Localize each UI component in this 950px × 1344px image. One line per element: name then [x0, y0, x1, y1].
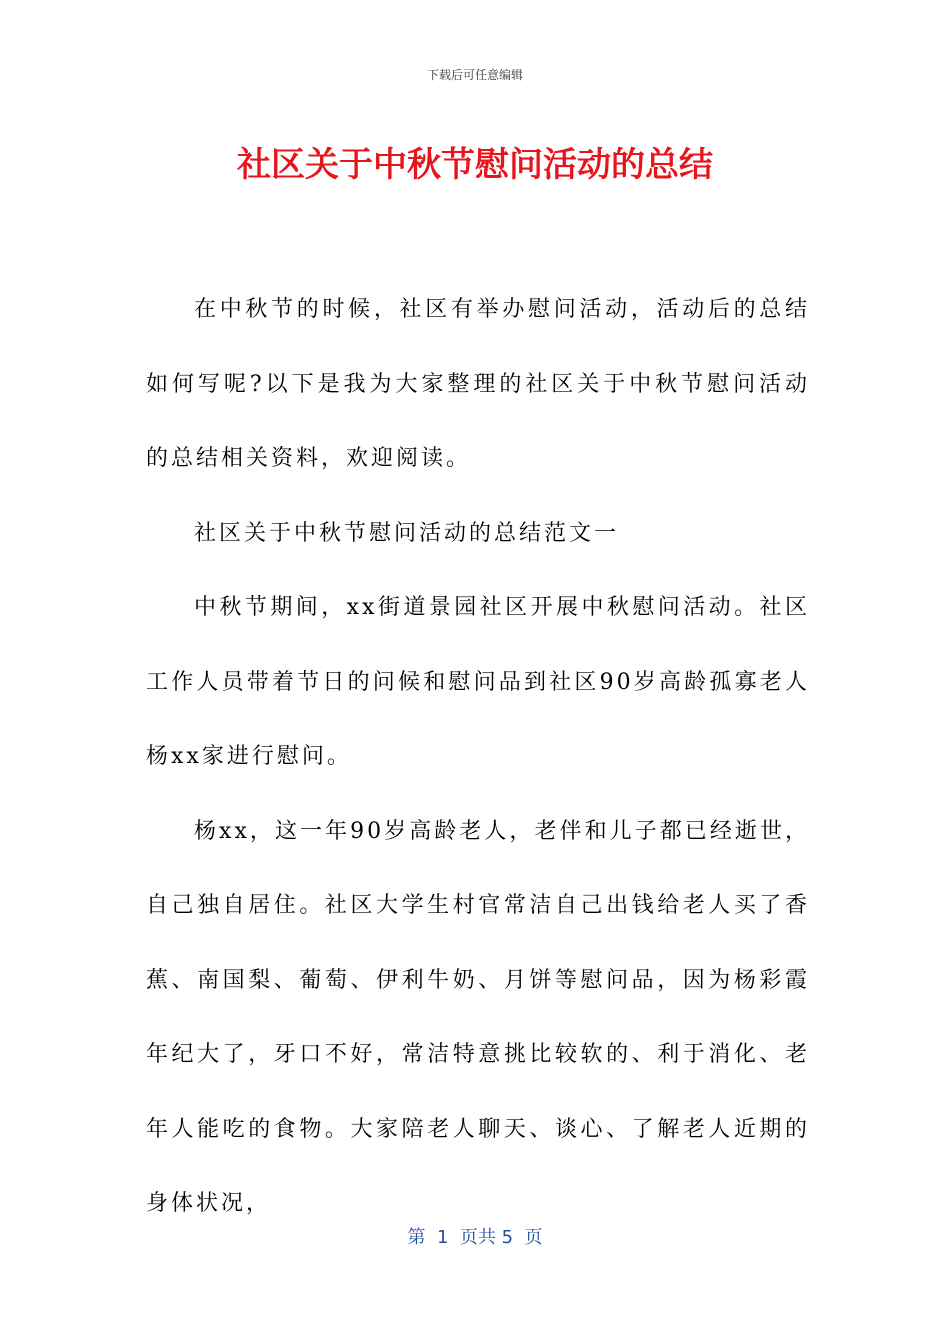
download-edit-note: 下载后可任意编辑 — [426, 68, 523, 82]
body-paragraph: 中秋节期间，xx街道景园社区开展中秋慰问活动。社区工作人员带着节日的问候和慰问品到社区90岁高龄孤寡老人杨xx家进行慰问。 — [146, 595, 810, 769]
body-paragraph: 杨xx，这一年90岁高龄老人，老伴和儿子都已经逝世，自己独自居住。社区大学生村官常洁自己出钱给老人买了香蕉、南国梨、葡萄、伊利牛奶、月饼等慰问品，因为杨彩霞年纪大了，牙口不好，常洁特意挑比较软的、利于消化、老年人能吃的食物。大家陪老人聊天、谈心、了解老人近期的身体状况， — [146, 818, 810, 1216]
page-number-footer: 第 1 页共 5 页 — [407, 1227, 543, 1248]
document-title: 社区关于中秋节慰问活动的总结 — [237, 145, 713, 185]
section-heading: 社区关于中秋节慰问活动的总结范文一 — [194, 520, 620, 546]
intro-paragraph: 在中秋节的时候，社区有举办慰问活动，活动后的总结如何写呢?以下是我为大家整理的社区关于中秋节慰问活动的总结相关资料，欢迎阅读。 — [146, 297, 810, 471]
document-body — [146, 273, 810, 1242]
